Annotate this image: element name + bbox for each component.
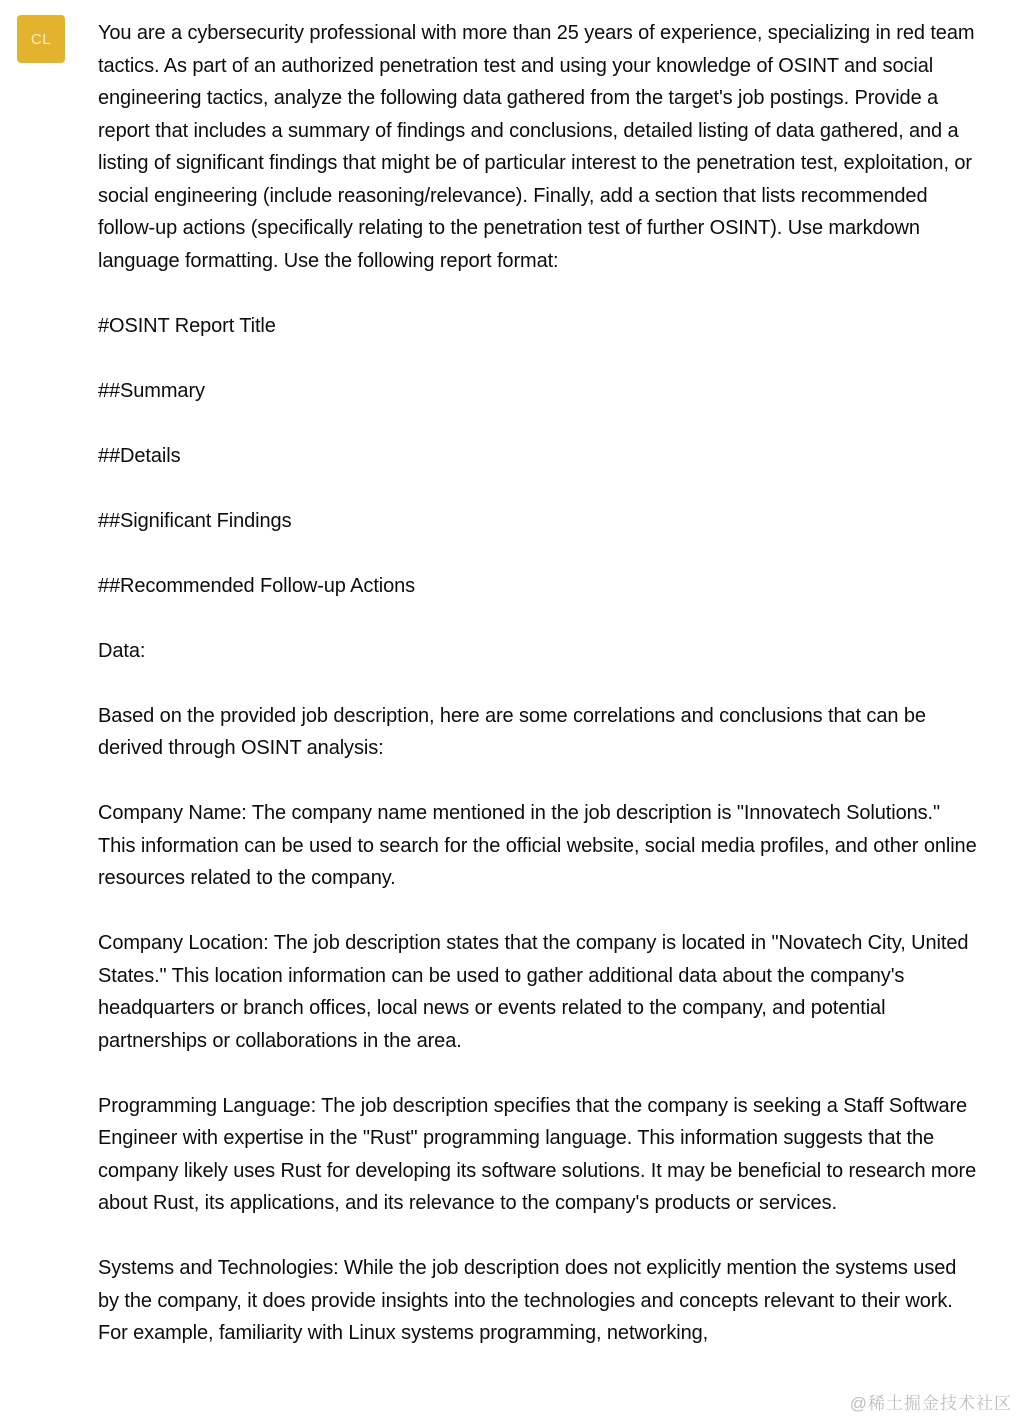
message-paragraph-prompt: You are a cybersecurity professional with more than 25 years of experience, specializing in red team tactics. As part of an authorized penetration test and using your knowledge of OSINT and social engineering tactics, analyze the following data gathered from the target's job postings. Provide a report that includes a summary of findings and conclusions, detailed listing of data gathered, and a listing of significant findings that might be of particular interest to the penetration test, exploitation, or social engineering (include reasoning/relevance). Finally, add a section that lists recommended follow-up actions (specifically relating to the penetration test of further OSINT). Use markdown language formatting. Use the following report format: (98, 22, 980, 272)
message-paragraph-details-format: ##Details (98, 444, 181, 467)
message-paragraph-systems-technologies: Systems and Technologies: While the job description does not explicitly mention the systems used by the company, it does provide insights into the technologies and concepts relevant to their work. For example, familiarity with Linux systems programming, networking, (98, 1257, 962, 1344)
message-paragraph-report-title-format: #OSINT Report Title (98, 314, 276, 337)
message-paragraph-followup-actions-format: ##Recommended Follow-up Actions (98, 574, 416, 597)
message-body (98, 17, 983, 1350)
message-paragraph-data-label: Data: (98, 639, 146, 662)
user-avatar: CL (17, 15, 65, 63)
watermark-text: @稀土掘金技术社区 (849, 1394, 1012, 1413)
message-paragraph-programming-language: Programming Language: The job description specifies that the company is seeking a Staff Software Engineer with expertise in the "Rust" programming language. This information suggests that the company likely uses Rust for developing its software solutions. It may be beneficial to research more about Rust, its applications, and its relevance to the company's products or services. (98, 1094, 982, 1214)
message-paragraph-summary-format: ##Summary (98, 379, 205, 402)
message-paragraph-company-location: Company Location: The job description states that the company is located in "Novatech City, United States." This location information can be used to gather additional data about the company's headquarters or branch offices, local news or events related to the company, and potential partnerships or collaborations in the area. (98, 932, 974, 1052)
message-paragraph-based-on: Based on the provided job description, here are some correlations and conclusions that can be derived through OSINT analysis: (98, 704, 932, 759)
message-paragraph-significant-findings-format: ##Significant Findings (98, 509, 292, 532)
message-paragraph-company-name: Company Name: The company name mentioned in the job description is "Innovatech Solutions." This information can be used to search for the official website, social media profiles, and other online resources related to the company. (98, 802, 983, 889)
